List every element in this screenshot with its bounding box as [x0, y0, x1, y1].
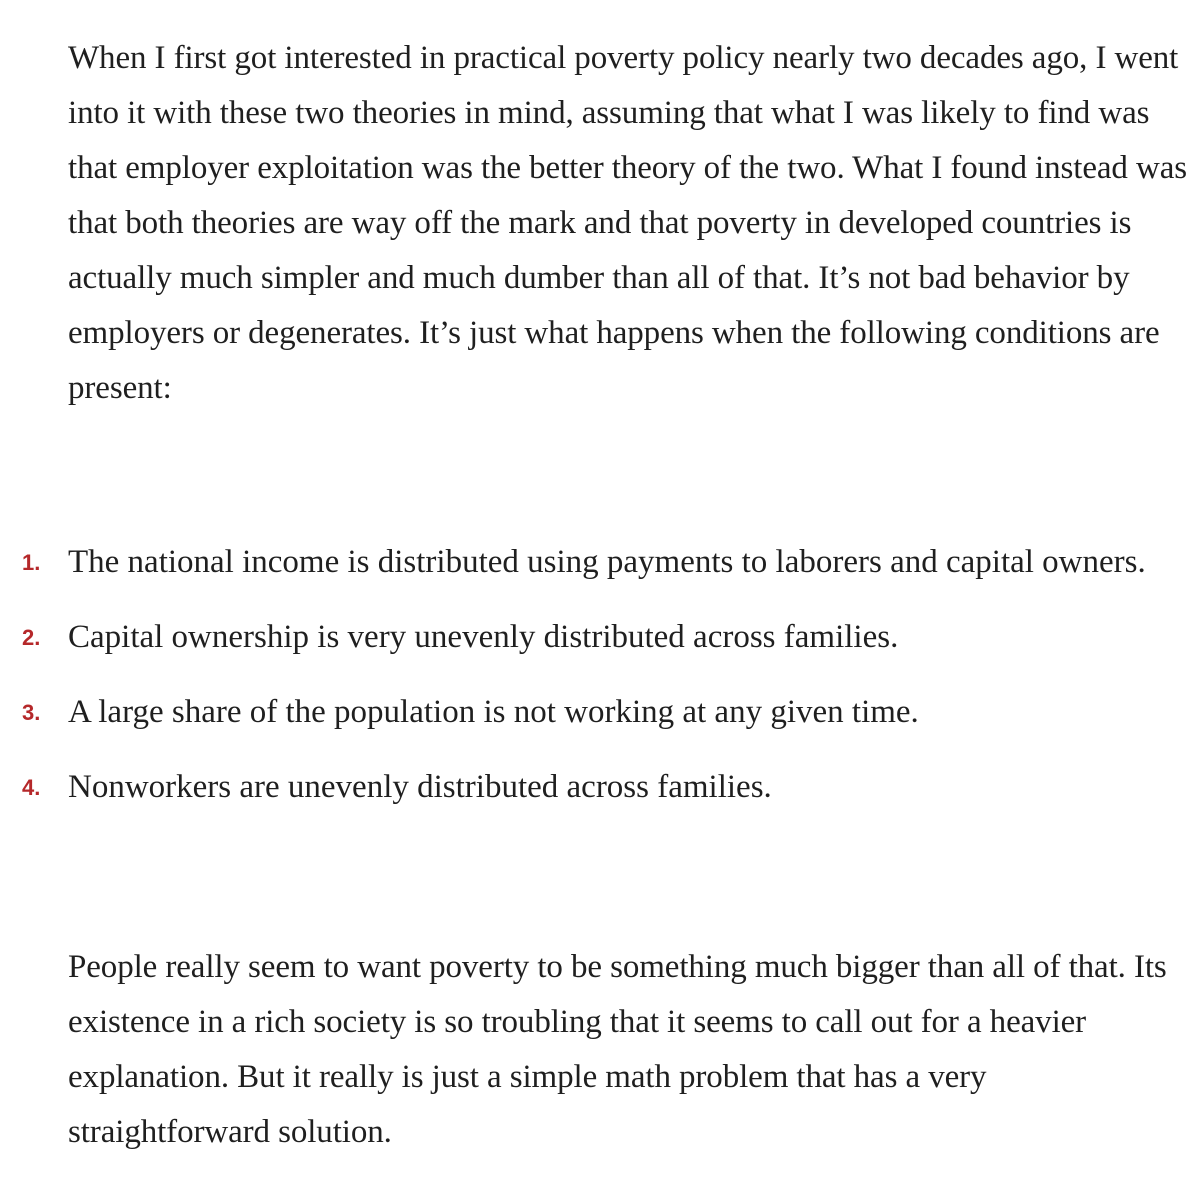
list-item: [0, 685, 1168, 740]
list-item: [0, 760, 1168, 815]
closing-paragraph: People really seem to want poverty to be something much bigger than all of that. Its existence in a rich society is so troubling that it seems to call out for a heavier explanation. But it really is just a simple math problem that has a very straightforward solution.: [68, 949, 1167, 1150]
list-item-text: The national income is distributed using payments to laborers and capital owners.: [68, 544, 1146, 580]
list-item-number: 3.: [22, 700, 41, 725]
list-item-text: Capital ownership is very unevenly distributed across families.: [68, 619, 899, 655]
list-item: [0, 610, 1168, 665]
intro-paragraph: When I first got interested in practical poverty policy nearly two decades ago, I went into it with these two theories in mind, assuming that what I was likely to find was that employer exploitation was the better theory of the two. What I found instead was that both theories are way off the mark and that poverty in developed countries is actually much simpler and much dumber than all of that. It’s not bad behavior by employers or degenerates. It’s just what happens when the following conditions are present:: [68, 40, 1187, 406]
conditions-list: [0, 535, 1200, 835]
list-item: [0, 535, 1168, 590]
list-item-number: 1.: [22, 550, 41, 575]
list-item-text: A large share of the population is not working at any given time.: [68, 694, 919, 730]
list-item-text: Nonworkers are unevenly distributed across families.: [68, 769, 772, 805]
list-item-number: 2.: [22, 625, 41, 650]
list-item-number: 4.: [22, 775, 41, 800]
